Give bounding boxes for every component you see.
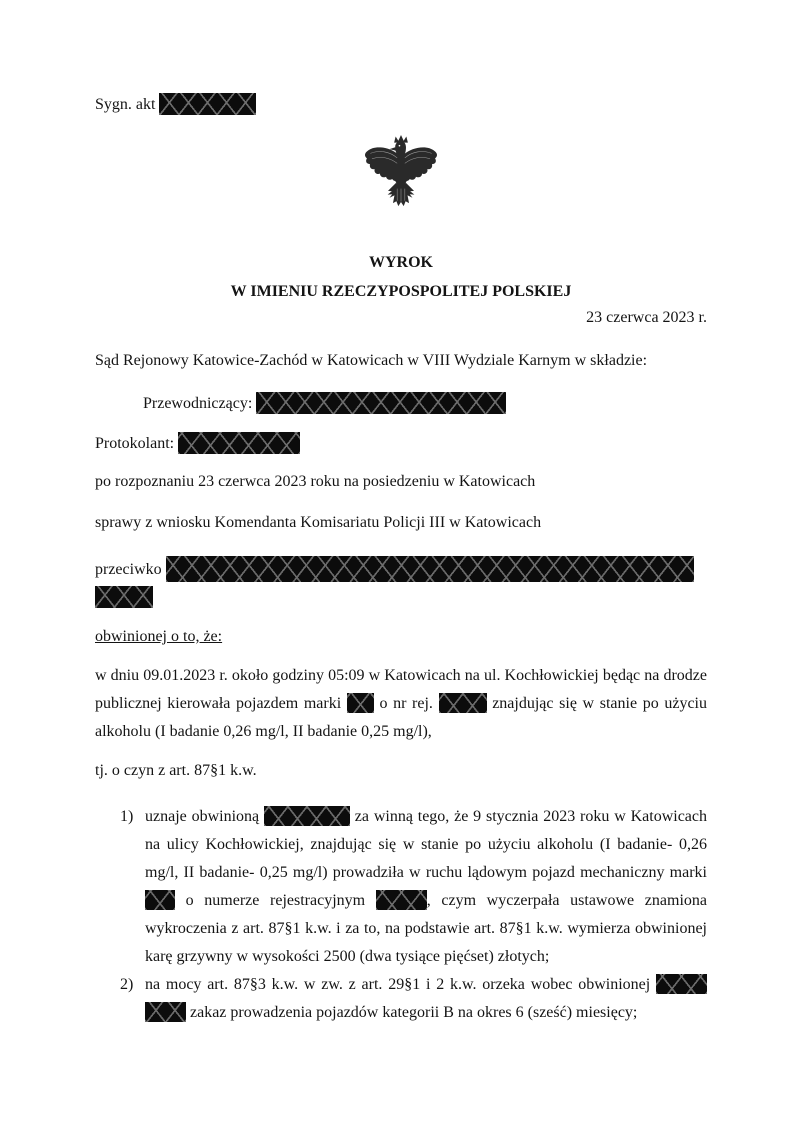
request-origin-line: sprawy z wniosku Komendanta Komisariatu Policji III w Katowicach <box>95 514 542 531</box>
redaction-box <box>145 1002 186 1022</box>
redaction-box <box>95 586 153 608</box>
presiding-judge-line: Przewodniczący: <box>95 392 707 416</box>
redaction-box <box>439 693 487 713</box>
redaction-box <box>347 693 374 713</box>
judgment-subtitle: W IMIENIU RZECZYPOSPOLITEJ POLSKIEJ <box>230 283 572 300</box>
ruling-number: 1) <box>120 808 134 825</box>
redaction-box <box>166 556 694 582</box>
hearing-line: po rozpoznaniu 23 czerwca 2023 roku na posiedzeniu w Katowicach <box>95 473 536 490</box>
case-reference-line: Sygn. akt <box>95 93 707 117</box>
redaction-box <box>376 890 427 910</box>
ruling-text: uznaje obwinioną za winną tego, że 9 stycznia 2023 roku w Katowicach na ulicy Kochłowickiej, znajdując się w stanie po użyciu alkoholu (I badanie- 0,26 mg/l, II badanie- 0,25 mg/l) prowadziła w ruchu lądowym pojazd mechaniczny marki o numerze rejestracyjnym , czym wyczerpała ustawowe znamiona wykroczenia z art. 87§1 k.w. i za to, na podstawie art. 87§1 k.w. wymierza obwinionej karę grzywny w wysokości 2500 (dwa tysiące pięćset) złotych; <box>145 803 707 971</box>
court-composition-line: Sąd Rejonowy Katowice-Zachód w Katowicach w VIII Wydziale Karnym w składzie: <box>95 352 648 369</box>
ruling-item-1 <box>95 803 707 971</box>
polish-eagle-emblem <box>95 135 707 223</box>
redaction-box <box>145 890 175 910</box>
legal-classification-line: tj. o czyn z art. 87§1 k.w. <box>95 762 257 779</box>
judgment-title: WYROK <box>369 254 433 271</box>
redaction-box <box>178 432 300 454</box>
redaction-box <box>264 806 350 826</box>
defendant-line: przeciwko <box>95 556 707 612</box>
clerk-line: Protokolant: <box>95 432 707 456</box>
charge-paragraph: w dniu 09.01.2023 r. około godziny 05:09 w Katowicach na ul. Kochłowickiej będąc na drodze publicznej kierowała pojazdem marki o nr rej. znajdując się w stanie po użyciu alkoholu (I badanie 0,26 mg/l, II badanie 0,25 mg/l), <box>95 667 707 740</box>
document-content <box>95 93 707 1027</box>
redaction-box <box>656 974 707 994</box>
ruling-item-2 <box>95 971 707 1027</box>
judgment-date: 23 czerwca 2023 r. <box>586 309 707 326</box>
charge-heading: obwinionej o to, że: <box>95 628 223 645</box>
ruling-text: na mocy art. 87§3 k.w. w zw. z art. 29§1 i 2 k.w. orzeka wobec obwinionej zakaz prowadzenia pojazdów kategorii B na okres 6 (sześć) miesięcy; <box>145 971 707 1027</box>
eagle-icon <box>362 135 440 223</box>
redaction-box <box>159 93 256 115</box>
ruling-number: 2) <box>120 976 134 993</box>
redaction-box <box>256 392 506 414</box>
